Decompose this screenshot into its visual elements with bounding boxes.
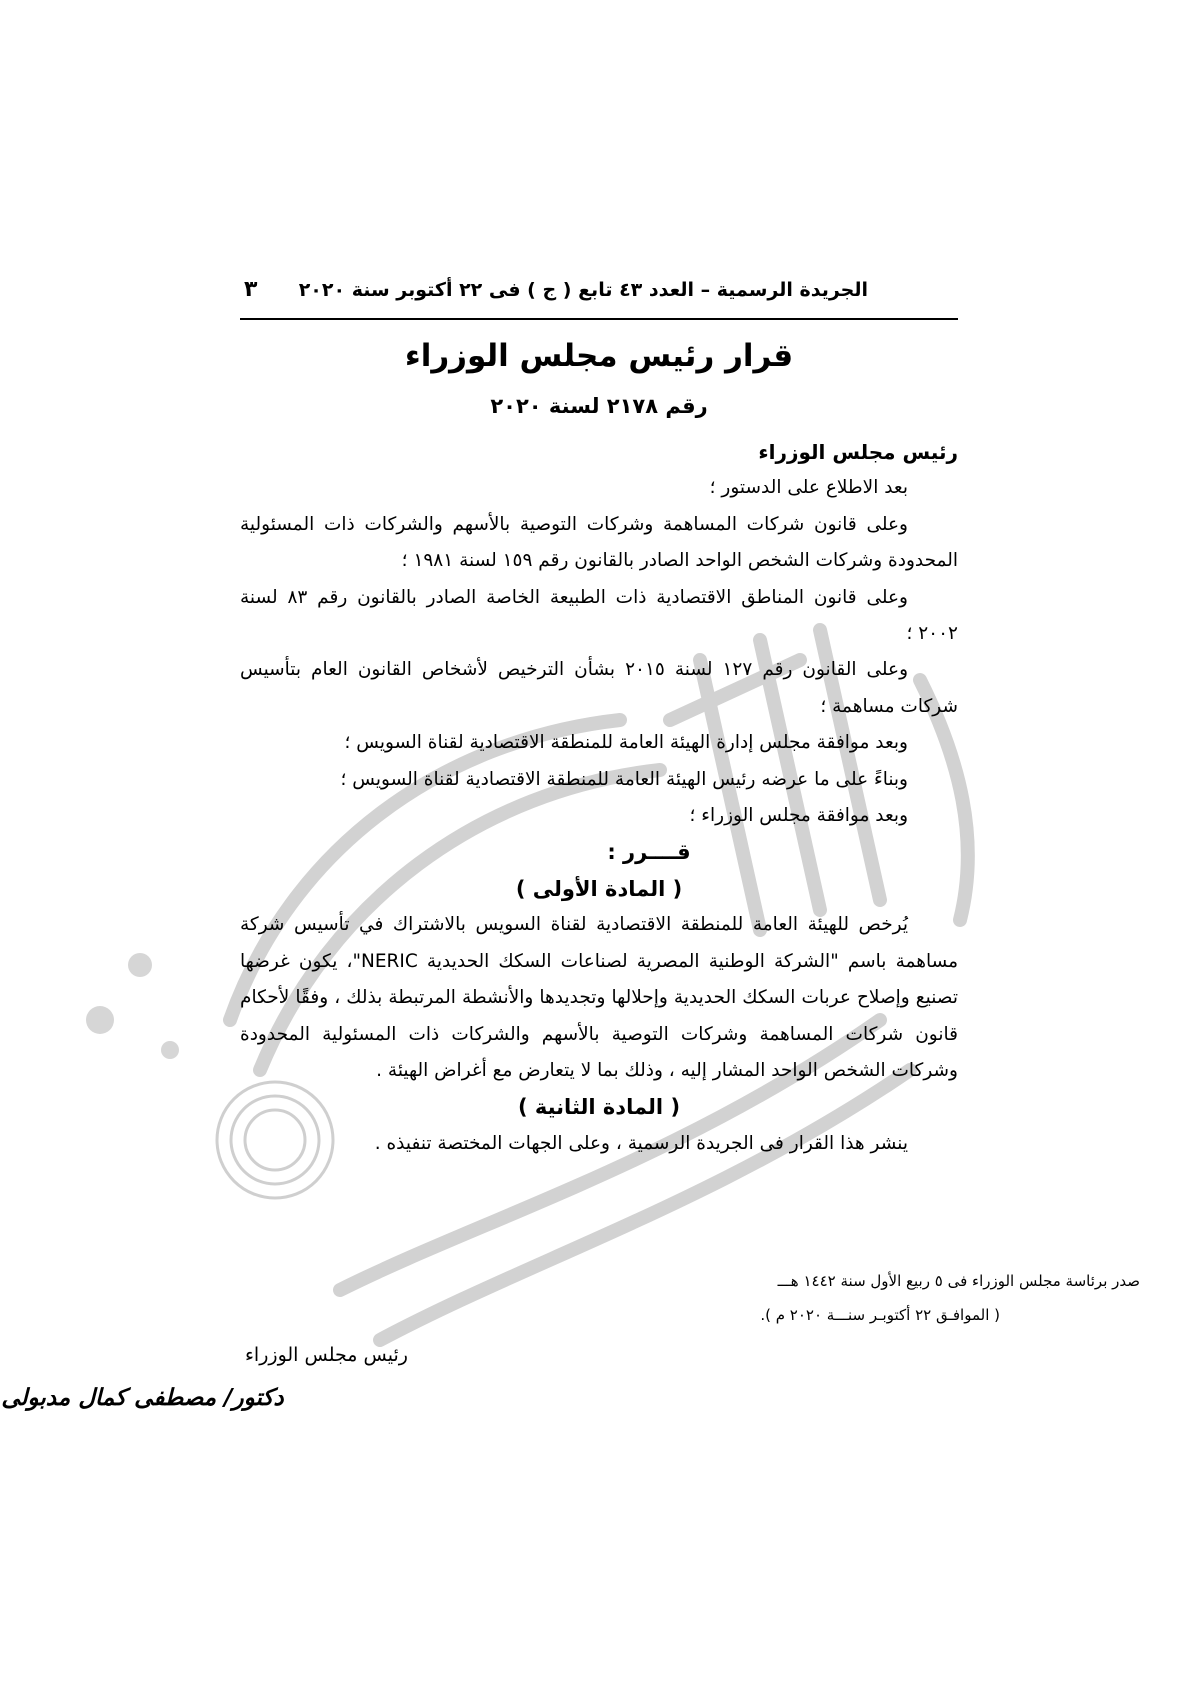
decided-heading: قــــرر : bbox=[607, 840, 691, 865]
article-2-heading: ( المادة الثانية ) bbox=[517, 1095, 681, 1120]
preamble-clause: وبعد موافقة مجلس الوزراء ؛ bbox=[689, 805, 908, 827]
signatory-title: رئيس مجلس الوزراء bbox=[245, 1344, 408, 1366]
preamble-clause: وعلى قانون شركات المساهمة وشركات التوصية بالأسهم والشركات ذات المسئولية المحدودة وشركات الشخص الواحد الصادر بالقانون رقم ١٥٩ لسنة ١٩٨١ ؛ bbox=[240, 513, 958, 572]
signatory-name: دكتور/ مصطفى كمال مدبولى bbox=[1, 1385, 284, 1411]
preamble-clause: وبعد موافقة مجلس إدارة الهيئة العامة للمنطقة الاقتصادية لقناة السويس ؛ bbox=[344, 732, 908, 754]
issuance-hijri-date: صدر برئاسة مجلس الوزراء فى ٥ ربيع الأول سنة ١٤٤٢ هـــ bbox=[777, 1272, 1140, 1290]
decree-body bbox=[240, 434, 958, 1162]
issuer-heading: رئيس مجلس الوزراء bbox=[758, 440, 958, 464]
preamble-clause: بعد الاطلاع على الدستور ؛ bbox=[709, 477, 908, 499]
preamble-clause: وبناءً على ما عرضه رئيس الهيئة العامة للمنطقة الاقتصادية لقناة السويس ؛ bbox=[340, 768, 908, 790]
article-2-text: ينشر هذا القرار فى الجريدة الرسمية ، وعلى الجهات المختصة تنفيذه . bbox=[374, 1132, 908, 1154]
article-1-text: يُرخص للهيئة العامة للمنطقة الاقتصادية لقناة السويس بالاشتراك في تأسيس شركة مساهمة باسم "الشركة الوطنية المصرية لصناعات السكك الحديدية NERIC"، يكون غرضها تصنيع وإصلاح عربات السكك الحديدية وإحلالها وتجديدها والأنشطة المرتبطة بذلك ، وفقًا لأحكام قانون شركات المساهمة وشركات التوصية بالأسهم والشركات ذات المسئولية المحدودة وشركات الشخص الواحد المشار إليه ، وذلك بما لا يتعارض مع أغراض الهيئة . bbox=[240, 914, 958, 1081]
decree-title: قرار رئيس مجلس الوزراء bbox=[404, 338, 794, 374]
gazette-page bbox=[240, 0, 958, 1684]
preamble-clause: وعلى القانون رقم ١٢٧ لسنة ٢٠١٥ بشأن الترخيص لأشخاص القانون العام بتأسيس شركات مساهمة ؛ bbox=[240, 659, 958, 717]
article-1-heading: ( المادة الأولى ) bbox=[515, 876, 683, 901]
decree-number: رقم ٢١٧٨ لسنة ٢٠٢٠ bbox=[490, 394, 708, 418]
page-number: ٣ bbox=[244, 277, 258, 302]
issuance-block bbox=[760, 1264, 1140, 1332]
issue-line: الجريدة الرسمية – العدد ٤٣ تابع ( ج ) فى ٢٢ أكتوبر سنة ٢٠٢٠ bbox=[298, 279, 868, 301]
issuance-gregorian-date: ( الموافـق ٢٢ أكتوبـر سنـــة ٢٠٢٠ م ). bbox=[760, 1306, 1000, 1324]
header-divider bbox=[240, 318, 958, 320]
preamble-clause: وعلى قانون المناطق الاقتصادية ذات الطبيعة الخاصة الصادر بالقانون رقم ٨٣ لسنة ٢٠٠٢ ؛ bbox=[240, 586, 958, 645]
page-header bbox=[240, 272, 958, 308]
